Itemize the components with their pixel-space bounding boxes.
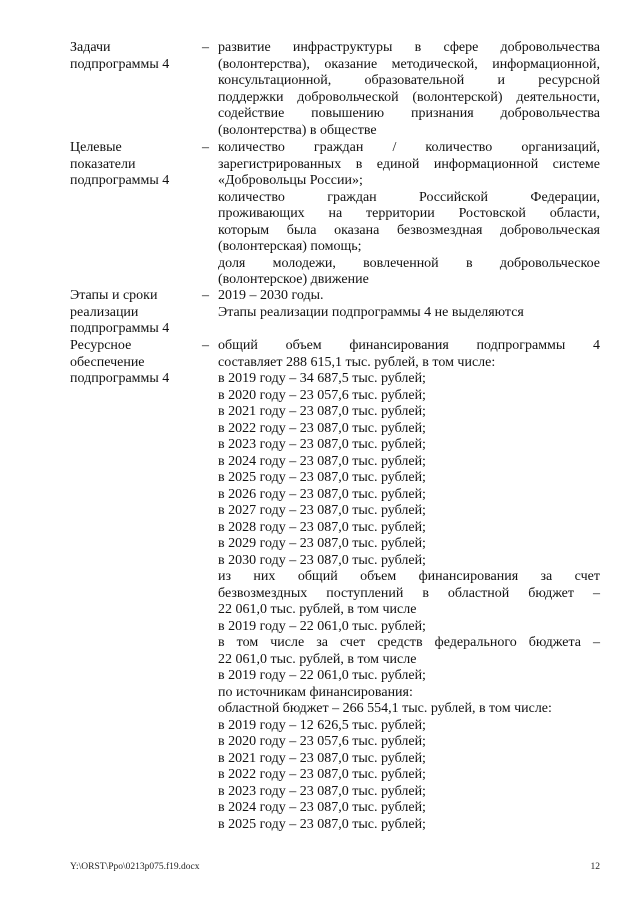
row-content <box>218 288 600 338</box>
content-line: в 2024 году – 23 087,0 тыс. рублей; <box>218 453 426 469</box>
content-line: в 2023 году – 23 087,0 тыс. рублей; <box>218 437 426 452</box>
row-label <box>70 288 202 338</box>
page-footer <box>70 862 600 872</box>
content-line: 22 061,0 тыс. рублей, в том числе <box>218 651 417 667</box>
content-line: 2019 – 2030 годы. <box>218 288 324 303</box>
row-dash: – <box>202 140 209 155</box>
row-label-line: реализации <box>70 304 139 320</box>
content-line: по источникам финансирования: <box>218 684 413 700</box>
content-line: консультационной, образовательной и ресурсной <box>218 73 600 88</box>
content-line: (волонтерства), оказание методической, информационной, <box>218 56 600 72</box>
content-line: в 2020 году – 23 057,6 тыс. рублей; <box>218 734 426 749</box>
content-line: в 2019 году – 22 061,0 тыс. рублей; <box>218 618 426 634</box>
content-line: в 2020 году – 23 057,6 тыс. рублей; <box>218 387 426 403</box>
content-line: (волонтерства) в обществе <box>218 122 377 138</box>
row-resources <box>70 338 600 833</box>
content-line: в 2019 году – 34 687,5 тыс. рублей; <box>218 371 426 386</box>
row-label-line: подпрограммы 4 <box>70 56 170 72</box>
content-line: в 2021 году – 23 087,0 тыс. рублей; <box>218 750 426 766</box>
content-line: проживающих на территории Ростовской области, <box>218 206 600 221</box>
row-label-line: обеспечение <box>70 354 145 370</box>
row-dash: – <box>202 40 209 55</box>
content-line: в 2023 году – 23 087,0 тыс. рублей; <box>218 783 426 799</box>
content-line: в 2022 году – 23 087,0 тыс. рублей; <box>218 420 426 436</box>
content-line: (волонтерская) помощь; <box>218 239 362 254</box>
content-line: областной бюджет – 266 554,1 тыс. рублей, в том числе: <box>218 701 552 716</box>
content-line: зарегистрированных в единой информационной системе <box>218 156 600 172</box>
content-line: в 2029 году – 23 087,0 тыс. рублей; <box>218 536 426 551</box>
row-label-line: подпрограммы 4 <box>70 321 170 336</box>
content-line: «Добровольцы России»; <box>218 173 363 188</box>
footer-file-path: Y:\ORST\Ppo\0213p075.f19.docx <box>70 862 200 872</box>
content-line: общий объем финансирования подпрограммы 4 <box>218 338 600 353</box>
content-line: в 2027 году – 23 087,0 тыс. рублей; <box>218 503 426 518</box>
row-label-line: показатели <box>70 156 136 172</box>
content-line: в 2025 году – 23 087,0 тыс. рублей; <box>218 470 426 485</box>
content-line: в 2019 году – 22 061,0 тыс. рублей; <box>218 668 426 683</box>
content-line: в 2024 году – 23 087,0 тыс. рублей; <box>218 800 426 815</box>
row-label-line: Целевые <box>70 140 122 155</box>
page-number: 12 <box>590 862 600 872</box>
content-line: в 2021 году – 23 087,0 тыс. рублей; <box>218 404 426 419</box>
content-line: Этапы реализации подпрограммы 4 не выделяются <box>218 304 524 320</box>
content-line: которым была оказана безвозмездная добровольческая <box>218 222 600 238</box>
content-line: содействие повышению признания добровольчества <box>218 106 600 121</box>
row-label-line: подпрограммы 4 <box>70 173 170 188</box>
row-label <box>70 140 202 289</box>
row-content <box>218 338 600 833</box>
row-content <box>218 40 600 139</box>
content-line: количество граждан Российской Федерации, <box>218 189 600 205</box>
content-line: 22 061,0 тыс. рублей, в том числе <box>218 602 417 617</box>
row-label <box>70 40 202 139</box>
content-line: поддержки добровольческой (волонтерской) деятельности, <box>218 89 600 105</box>
content-line: развитие инфраструктуры в сфере добровольчества <box>218 40 600 55</box>
content-line: (волонтерское) движение <box>218 272 369 287</box>
row-content <box>218 140 600 289</box>
content-line: из них общий объем финансирования за счет <box>218 569 600 584</box>
row-dash: – <box>202 288 209 303</box>
content-line: количество граждан / количество организаций, <box>218 140 600 155</box>
content-line: доля молодежи, вовлеченной в добровольческое <box>218 255 600 271</box>
row-label <box>70 338 202 833</box>
content-line: в том числе за счет средств федерального бюджета – <box>218 635 600 650</box>
content-line: безвозмездных поступлений в областной бюджет – <box>218 585 600 601</box>
row-indicators <box>70 140 600 289</box>
row-label-line: Этапы и сроки <box>70 288 158 303</box>
row-label-line: подпрограммы 4 <box>70 371 170 386</box>
row-stages <box>70 288 600 338</box>
content-line: в 2030 году – 23 087,0 тыс. рублей; <box>218 552 426 568</box>
row-label-line: Ресурсное <box>70 338 132 353</box>
content-line: составляет 288 615,1 тыс. рублей, в том числе: <box>218 354 496 370</box>
row-label-line: Задачи <box>70 40 111 55</box>
content-line: в 2025 году – 23 087,0 тыс. рублей; <box>218 816 426 832</box>
content-line: в 2026 году – 23 087,0 тыс. рублей; <box>218 486 426 502</box>
row-tasks <box>70 40 600 139</box>
row-dash: – <box>202 338 209 353</box>
content-line: в 2028 году – 23 087,0 тыс. рублей; <box>218 519 426 535</box>
content-line: в 2022 году – 23 087,0 тыс. рублей; <box>218 767 426 782</box>
content-line: в 2019 году – 12 626,5 тыс. рублей; <box>218 717 426 733</box>
